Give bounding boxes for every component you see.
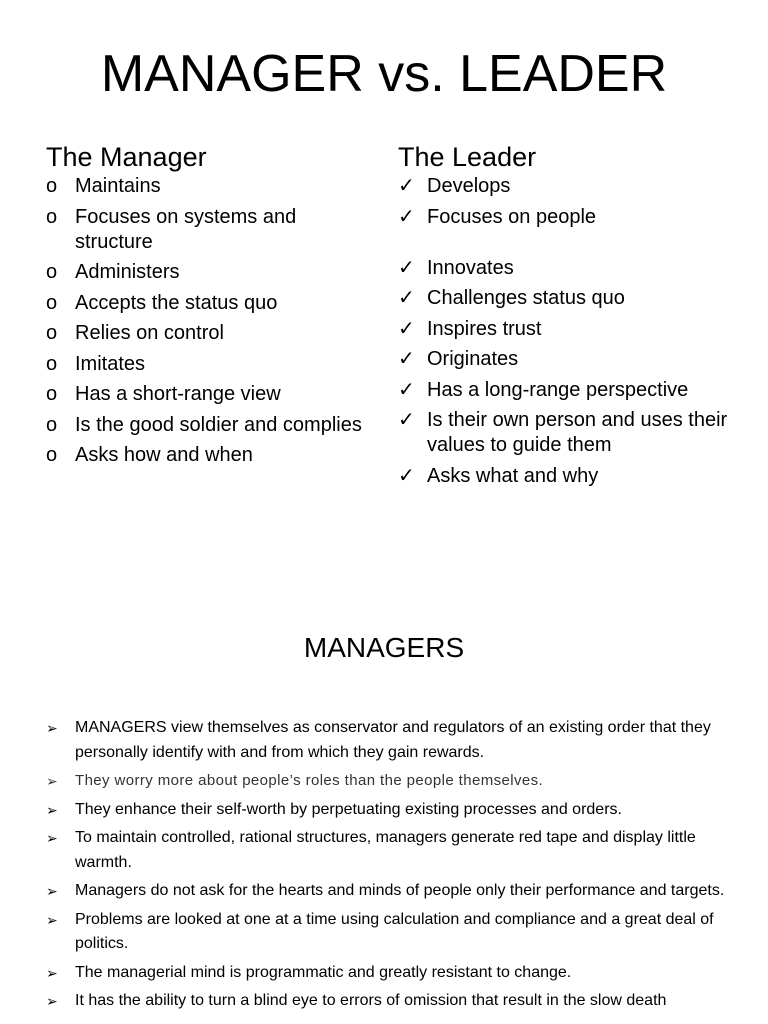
leader-item-text: Is their own person and uses their values to guide them [427,409,728,456]
manager-item-text: Accepts the status quo [75,291,278,314]
arrowhead-bullet-icon: ➢ [46,883,58,899]
checkmark-icon: ✓ [398,175,415,197]
leader-item-text: Inspires trust [427,317,542,340]
manager-item [46,352,366,377]
leader-column [398,140,738,494]
circle-bullet-icon: o [46,444,58,466]
leader-item [398,174,738,199]
manager-item [46,321,366,346]
bullet-text: The managerial mind is programmatic and greatly resistant to change. [75,963,572,981]
leader-item-text: Innovates [427,256,514,279]
bullet-item [46,826,726,875]
manager-heading: The Manager [46,142,207,172]
leader-item [398,286,738,311]
leader-item [398,378,738,403]
bullet-text: To maintain controlled, rational structures, managers generate red tape and display little warmth. [75,829,696,871]
manager-item [46,382,366,407]
manager-item-text: Administers [75,261,180,283]
bullet-item [46,879,726,904]
bullet-item [46,961,726,986]
bullet-text: Problems are looked at one at a time using calculation and compliance and a great deal of politics. [75,910,714,952]
leader-item-text: Asks what and why [427,464,599,487]
manager-item [46,291,366,316]
checkmark-icon: ✓ [398,464,415,487]
manager-item [46,260,366,285]
arrowhead-bullet-icon: ➢ [46,830,58,846]
checkmark-icon: ✓ [398,287,415,309]
manager-item [46,413,366,438]
managers-bullet-list [46,716,726,1018]
leader-item [398,464,738,489]
manager-item-text: Has a short-range view [75,383,281,405]
manager-item-text: Relies on control [75,322,224,344]
circle-bullet-icon: o [46,413,58,436]
arrowhead-bullet-icon: ➢ [46,773,59,789]
arrowhead-bullet-icon: ➢ [46,720,58,736]
manager-item-text: Is the good soldier and complies [75,413,362,436]
circle-bullet-icon: o [46,322,58,344]
checkmark-icon: ✓ [398,409,415,431]
manager-item-text: Imitates [75,352,146,375]
bullet-item [46,716,726,765]
bullet-item [46,908,726,957]
manager-item-text: Asks how and when [75,444,253,466]
bullet-text: Managers do not ask for the hearts and minds of people only their performance and targets. [75,882,725,899]
leader-item-text: Has a long-range perspective [427,378,689,401]
manager-item [46,443,366,468]
manager-column [46,140,366,474]
circle-bullet-icon: o [46,383,58,405]
leader-item-text: Focuses on people [427,205,597,228]
manager-list [46,174,366,468]
circle-bullet-icon: o [46,175,58,197]
bullet-item [46,989,726,1014]
leader-item [398,256,738,281]
bullet-text: It has the ability to turn a blind eye to errors of omission that result in the slow death [75,992,667,1009]
leader-item-text: Develops [427,175,511,197]
checkmark-icon: ✓ [398,378,415,401]
page-title: MANAGER vs. LEADER [100,45,668,103]
leader-item [398,347,738,372]
circle-bullet-icon: o [46,205,58,228]
checkmark-icon: ✓ [398,348,415,370]
managers-section-heading: MANAGERS [303,632,465,663]
bullet-text: MANAGERS view themselves as conservator and regulators of an existing order that they personally identify with and from which they gain rewards. [75,719,711,761]
checkmark-icon: ✓ [398,205,415,228]
checkmark-icon: ✓ [398,256,415,279]
bullet-item [46,769,726,794]
leader-item [398,317,738,342]
bullet-text: They enhance their self-worth by perpetuating existing processes and orders. [75,800,622,818]
manager-item [46,174,366,199]
checkmark-icon: ✓ [398,317,415,340]
circle-bullet-icon: o [46,291,58,314]
manager-item [46,205,366,255]
leader-list [398,174,738,489]
leader-heading: The Leader [398,142,537,172]
leader-item-text: Challenges status quo [427,287,625,309]
arrowhead-bullet-icon: ➢ [46,993,58,1009]
manager-item-text: Maintains [75,175,161,197]
leader-item-text: Originates [427,348,519,370]
leader-item [398,205,738,230]
circle-bullet-icon: o [46,261,58,283]
arrowhead-bullet-icon: ➢ [46,801,58,818]
bullet-item [46,798,726,823]
arrowhead-bullet-icon: ➢ [46,964,58,981]
bullet-text: They worry more about people’s roles than the people themselves. [75,772,544,789]
circle-bullet-icon: o [46,352,58,375]
manager-item-text: Focuses on systems and structure [75,205,297,253]
leader-item [398,408,738,458]
arrowhead-bullet-icon: ➢ [46,911,58,928]
